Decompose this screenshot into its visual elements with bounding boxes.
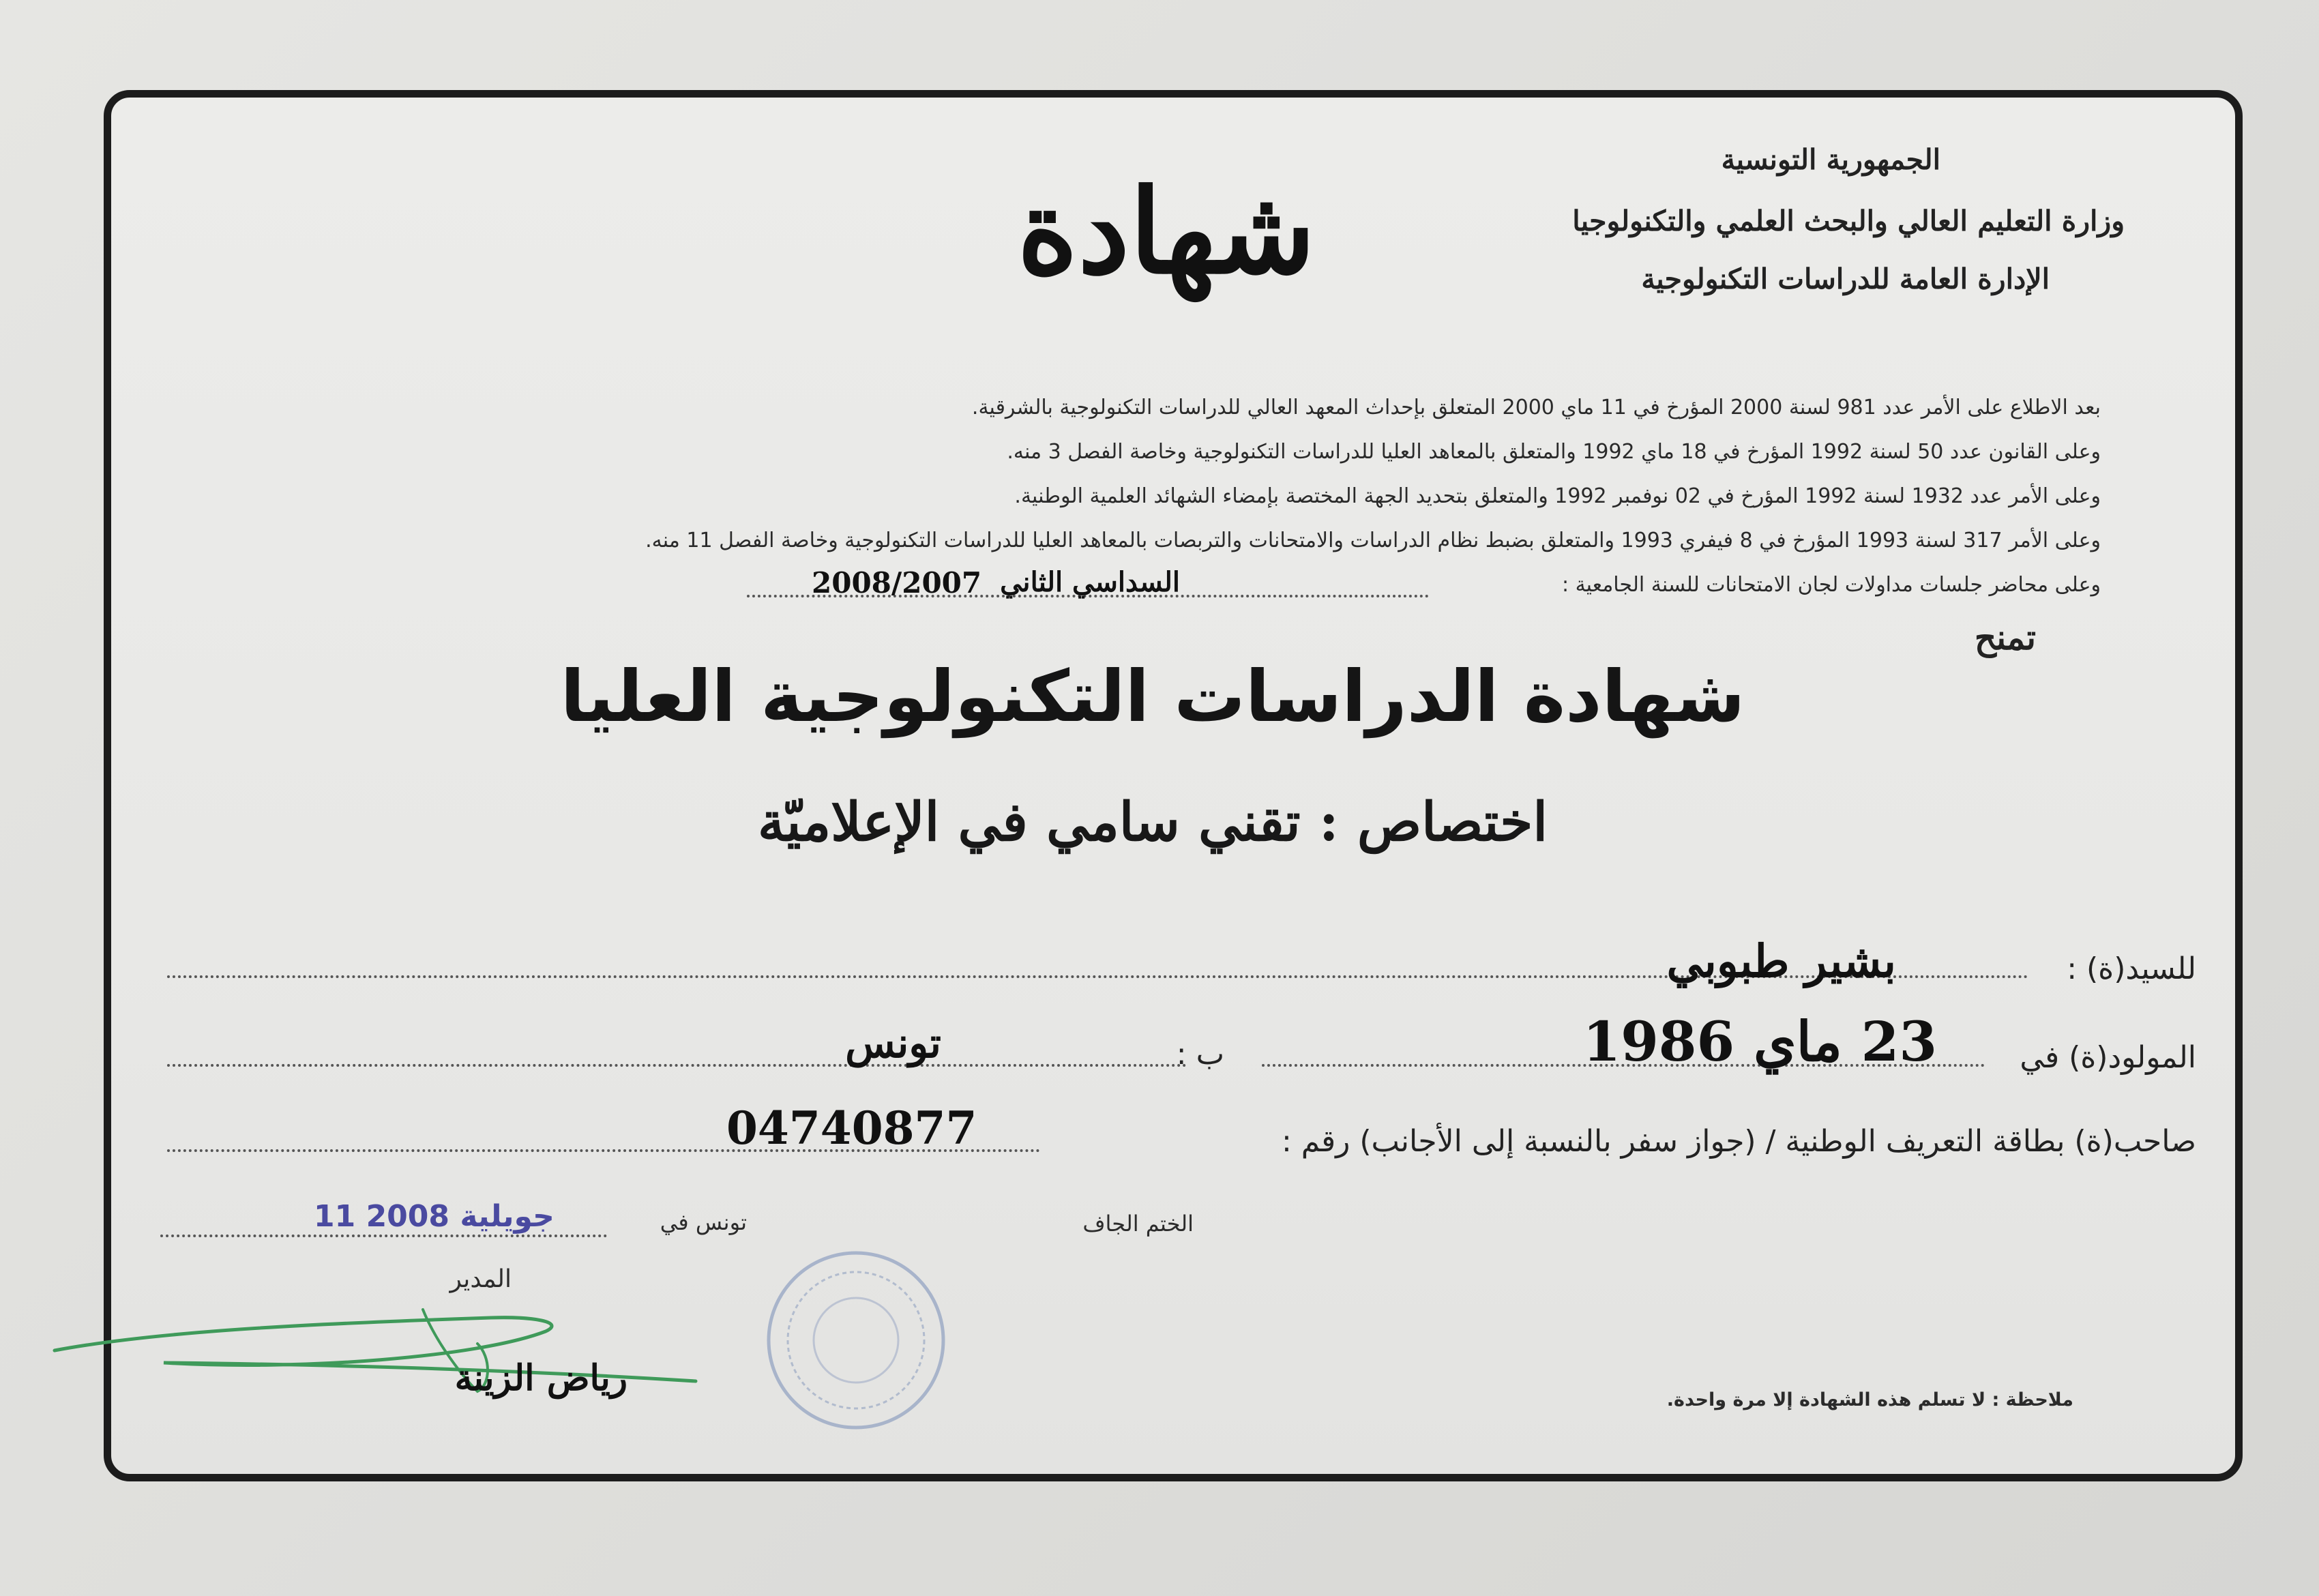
certificate-note: ملاحظة : لا تسلم هذه الشهادة إلا مرة واحدة. [1666,1389,2073,1410]
holder-label: للسيد(ة) : [2067,951,2196,986]
preamble-line-5: وعلى محاضر جلسات مداولات لجان الامتحانات للسنة الجامعية : [1561,573,2101,597]
birth-place-label: ب : [1176,1037,1224,1072]
grant-word: تمنح [1974,617,2036,657]
director-name: رياض الزينة [454,1357,627,1399]
holder-name: بشير طبوبي [1666,934,1896,988]
preamble-line-1: بعد الاطلاع على الأمر عدد 981 لسنة 2000 المؤرخ في 11 ماي 2000 المتعلق بإحداث المعهد العالي للدراسات التكنولوجية بالشرقية. [971,396,2101,419]
header-directorate: الإدارة العامة للدراسات التكنولوجية [1641,263,2050,295]
dry-seal-icon [760,1245,951,1436]
session-year: 2008/2007 [812,566,982,600]
issue-date-dotted-line [160,1235,607,1237]
certificate-title: شهادة [1017,164,1316,300]
preamble-line-2: وعلى القانون عدد 50 لسنة 1992 المؤرخ في 18 ماي 1992 والمتعلق بالمعاهد العليا للدراسات التكنولوجية وخاصة الفصل 3 منه. [1007,440,2101,464]
issue-city-label: تونس في [660,1209,747,1235]
birth-date: 23 ماي 1986 [1582,1009,1937,1074]
birth-label: المولود(ة) في [2020,1040,2196,1075]
seal-label: الختم الجاف [1082,1211,1194,1237]
header-republic: الجمهورية التونسية [1721,143,1940,176]
birth-place: تونس [845,1020,941,1067]
header-ministry: وزارة التعليم العالي والبحث العلمي والتكنولوجيا [1572,205,2125,237]
speciality: اختصاص : تقني سامي في الإعلاميّة [757,791,1548,853]
preamble-line-4: وعلى الأمر 317 لسنة 1993 المؤرخ في 8 فيفري 1993 والمتعلق بضبط نظام الدراسات والامتحانات والتربصات بالمعاهد العليا للدراسات التكنولوجية وخاصة الفصل 11 منه. [645,529,2101,552]
preamble-line-3: وعلى الأمر عدد 1932 لسنة 1992 المؤرخ في 02 نوفمبر 1992 والمتعلق بتحديد الجهة المختصة بإمضاء الشهائد العلمية الوطنية. [1014,484,2101,508]
issue-date-stamp: 11 جويلية 2008 [314,1199,555,1234]
id-card-label: صاحب(ة) بطاقة التعريف الوطنية / (جواز سفر بالنسبة إلى الأجانب) رقم : [1282,1124,2196,1159]
session-semester: السداسي الثاني [1000,566,1180,598]
id-card-number: 04740877 [726,1102,977,1155]
birth-place-dotted-line [167,1064,1187,1067]
diploma-name: شهادة الدراسات التكنولوجية العليا [560,655,1745,738]
director-title: المدير [449,1265,512,1293]
